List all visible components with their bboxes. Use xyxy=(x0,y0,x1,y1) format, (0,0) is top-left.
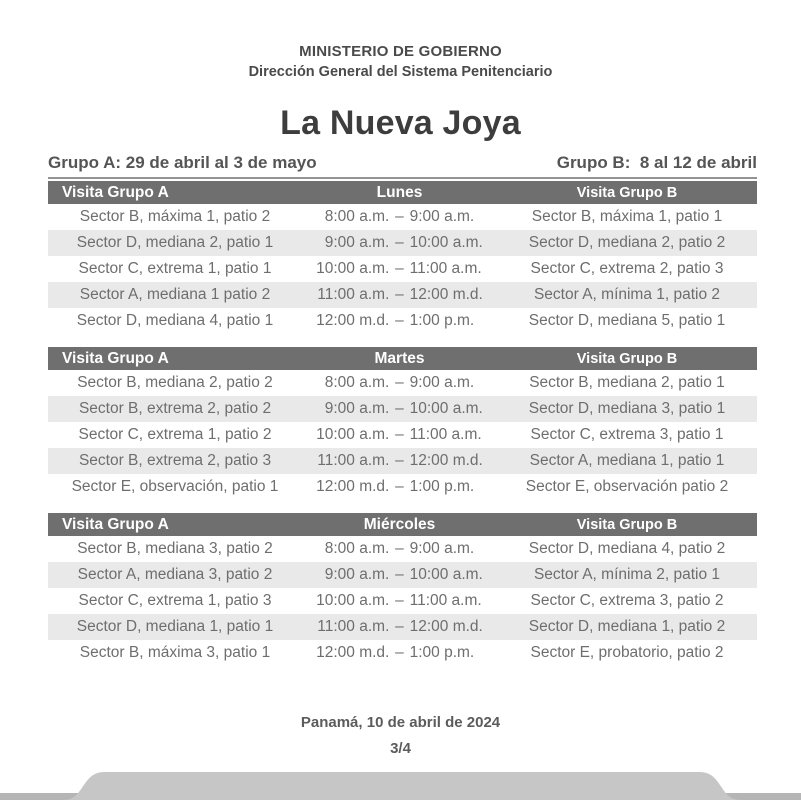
time-start: 9:00 a.m. xyxy=(324,234,390,251)
group-b-sector-cell: Sector A, mínima 2, patio 1 xyxy=(533,566,721,583)
column-header-group-a: Visita Grupo A xyxy=(62,515,169,533)
group-b-sector-cell: Sector B, mediana 2, patio 1 xyxy=(529,374,725,391)
department-subtitle: Dirección General del Sistema Penitenciario xyxy=(248,64,553,80)
bottom-tab-decoration xyxy=(0,770,801,800)
table-rows xyxy=(48,204,757,334)
time-end: 10:00 a.m. xyxy=(409,234,483,251)
time-end: 9:00 a.m. xyxy=(409,540,475,557)
time-dash-separator: – xyxy=(395,566,404,583)
group-a-sector-cell: Sector C, extrema 1, patio 3 xyxy=(78,592,272,609)
group-b-sector-cell: Sector E, observación patio 2 xyxy=(525,478,729,495)
group-a-sector-cell: Sector B, mediana 3, patio 2 xyxy=(77,540,273,557)
table-row xyxy=(48,308,757,334)
time-start: 9:00 a.m. xyxy=(324,566,390,583)
group-b-dates: Grupo B: 8 al 12 de abril xyxy=(556,153,757,172)
group-b-sector-cell: Sector D, mediana 2, patio 2 xyxy=(528,234,726,251)
column-header-group-b: Visita Grupo B xyxy=(576,516,678,533)
table-row xyxy=(48,396,757,422)
time-end: 9:00 a.m. xyxy=(409,208,475,225)
page-title: La Nueva Joya xyxy=(280,104,521,142)
time-end: 12:00 m.d. xyxy=(409,452,483,469)
group-dates-row xyxy=(48,153,757,173)
time-dash-separator: – xyxy=(395,540,404,557)
time-range-cell xyxy=(302,452,497,470)
group-a-sector-cell: Sector A, mediana 3, patio 2 xyxy=(77,566,273,583)
time-range-cell xyxy=(302,286,497,304)
group-a-sector-cell: Sector D, mediana 2, patio 1 xyxy=(76,234,274,251)
table-row xyxy=(48,256,757,282)
time-range-cell xyxy=(302,478,497,496)
table-header-bar xyxy=(48,513,757,536)
time-range-cell xyxy=(302,540,497,558)
time-range-cell xyxy=(302,566,497,584)
group-a-sector-cell: Sector B, extrema 2, patio 2 xyxy=(78,400,272,417)
group-b-sector-cell: Sector C, extrema 3, patio 2 xyxy=(530,592,724,609)
table-rows xyxy=(48,536,757,666)
group-a-sector-cell: Sector B, mediana 2, patio 2 xyxy=(77,374,273,391)
time-range-cell xyxy=(302,426,497,444)
time-end: 1:00 p.m. xyxy=(409,478,475,495)
time-range-cell xyxy=(302,592,497,610)
table-row xyxy=(48,614,757,640)
time-dash-separator: – xyxy=(395,286,404,303)
time-start: 8:00 a.m. xyxy=(324,540,390,557)
column-header-day: Martes xyxy=(374,349,425,367)
time-range-cell xyxy=(302,260,497,278)
time-start: 8:00 a.m. xyxy=(324,374,390,391)
time-start: 11:00 a.m. xyxy=(317,452,390,469)
divider-rule xyxy=(48,177,757,179)
group-b-sector-cell: Sector E, probatorio, patio 2 xyxy=(530,644,724,661)
table-row xyxy=(48,588,757,614)
table-row xyxy=(48,422,757,448)
tables xyxy=(48,181,757,666)
time-dash-separator: – xyxy=(395,312,404,329)
time-end: 11:00 a.m. xyxy=(409,426,482,443)
time-start: 10:00 a.m. xyxy=(316,260,390,277)
time-range-cell xyxy=(302,374,497,392)
table-header-bar xyxy=(48,181,757,204)
time-range-cell xyxy=(302,400,497,418)
group-b-sector-cell: Sector D, mediana 5, patio 1 xyxy=(528,312,726,329)
time-end: 1:00 p.m. xyxy=(409,312,475,329)
column-header-group-b: Visita Grupo B xyxy=(576,184,678,201)
group-a-sector-cell: Sector D, mediana 1, patio 1 xyxy=(76,618,274,635)
group-a-sector-cell: Sector B, máxima 3, patio 1 xyxy=(79,644,271,661)
time-start: 10:00 a.m. xyxy=(316,592,390,609)
group-b-sector-cell: Sector D, mediana 1, patio 2 xyxy=(528,618,726,635)
table-row xyxy=(48,562,757,588)
time-range-cell xyxy=(302,208,497,226)
time-start: 12:00 m.d. xyxy=(316,644,390,661)
table-row xyxy=(48,230,757,256)
table-rows xyxy=(48,370,757,500)
group-b-sector-cell: Sector B, máxima 1, patio 1 xyxy=(531,208,723,225)
time-end: 1:00 p.m. xyxy=(409,644,475,661)
group-a-sector-cell: Sector C, extrema 1, patio 2 xyxy=(78,426,272,443)
time-range-cell xyxy=(302,644,497,662)
time-dash-separator: – xyxy=(395,644,404,661)
group-a-sector-cell: Sector B, máxima 1, patio 2 xyxy=(79,208,271,225)
group-a-dates: Grupo A: 29 de abril al 3 de mayo xyxy=(48,153,317,172)
time-end: 12:00 m.d. xyxy=(409,286,483,303)
footer-place-date: Panamá, 10 de abril de 2024 xyxy=(300,714,501,731)
time-dash-separator: – xyxy=(395,260,404,277)
group-b-sector-cell: Sector A, mínima 1, patio 2 xyxy=(533,286,721,303)
time-dash-separator: – xyxy=(395,400,404,417)
group-b-sector-cell: Sector D, mediana 3, patio 1 xyxy=(528,400,726,417)
day-table xyxy=(48,347,757,500)
time-end: 9:00 a.m. xyxy=(409,374,475,391)
table-row xyxy=(48,474,757,500)
table-row xyxy=(48,640,757,666)
table-row xyxy=(48,204,757,230)
time-end: 10:00 a.m. xyxy=(409,566,483,583)
time-range-cell xyxy=(302,234,497,252)
day-table xyxy=(48,181,757,334)
group-a-sector-cell: Sector A, mediana 1 patio 2 xyxy=(79,286,271,303)
time-end: 11:00 a.m. xyxy=(409,592,482,609)
time-start: 9:00 a.m. xyxy=(324,400,390,417)
group-b-sector-cell: Sector C, extrema 2, patio 3 xyxy=(530,260,724,277)
time-dash-separator: – xyxy=(395,208,404,225)
column-header-group-b: Visita Grupo B xyxy=(576,350,678,367)
time-dash-separator: – xyxy=(395,592,404,609)
column-header-group-a: Visita Grupo A xyxy=(62,183,169,201)
column-header-group-a: Visita Grupo A xyxy=(62,349,169,367)
column-header-day: Lunes xyxy=(376,183,423,201)
group-b-sector-cell: Sector C, extrema 3, patio 1 xyxy=(530,426,724,443)
time-dash-separator: – xyxy=(395,234,404,251)
table-row xyxy=(48,282,757,308)
time-end: 12:00 m.d. xyxy=(409,618,483,635)
group-a-sector-cell: Sector E, observación, patio 1 xyxy=(71,478,279,495)
time-range-cell xyxy=(302,618,497,636)
footer-page-number: 3/4 xyxy=(390,740,411,757)
time-start: 11:00 a.m. xyxy=(317,286,390,303)
group-b-sector-cell: Sector A, mediana 1, patio 1 xyxy=(529,452,725,469)
time-start: 10:00 a.m. xyxy=(316,426,390,443)
time-dash-separator: – xyxy=(395,478,404,495)
ministry-title: MINISTERIO DE GOBIERNO xyxy=(299,43,502,60)
time-start: 12:00 m.d. xyxy=(316,312,390,329)
time-dash-separator: – xyxy=(395,374,404,391)
table-row xyxy=(48,370,757,396)
time-end: 10:00 a.m. xyxy=(409,400,483,417)
table-row xyxy=(48,448,757,474)
column-header-day: Miércoles xyxy=(363,515,436,533)
time-start: 12:00 m.d. xyxy=(316,478,390,495)
time-dash-separator: – xyxy=(395,618,404,635)
group-b-sector-cell: Sector D, mediana 4, patio 2 xyxy=(528,540,726,557)
time-start: 8:00 a.m. xyxy=(324,208,390,225)
time-range-cell xyxy=(302,312,497,330)
time-end: 11:00 a.m. xyxy=(409,260,482,277)
day-table xyxy=(48,513,757,666)
group-a-sector-cell: Sector D, mediana 4, patio 1 xyxy=(76,312,274,329)
time-start: 11:00 a.m. xyxy=(317,618,390,635)
group-a-sector-cell: Sector B, extrema 2, patio 3 xyxy=(78,452,272,469)
table-row xyxy=(48,536,757,562)
table-header-bar xyxy=(48,347,757,370)
group-a-sector-cell: Sector C, extrema 1, patio 1 xyxy=(78,260,272,277)
time-dash-separator: – xyxy=(395,452,404,469)
time-dash-separator: – xyxy=(395,426,404,443)
